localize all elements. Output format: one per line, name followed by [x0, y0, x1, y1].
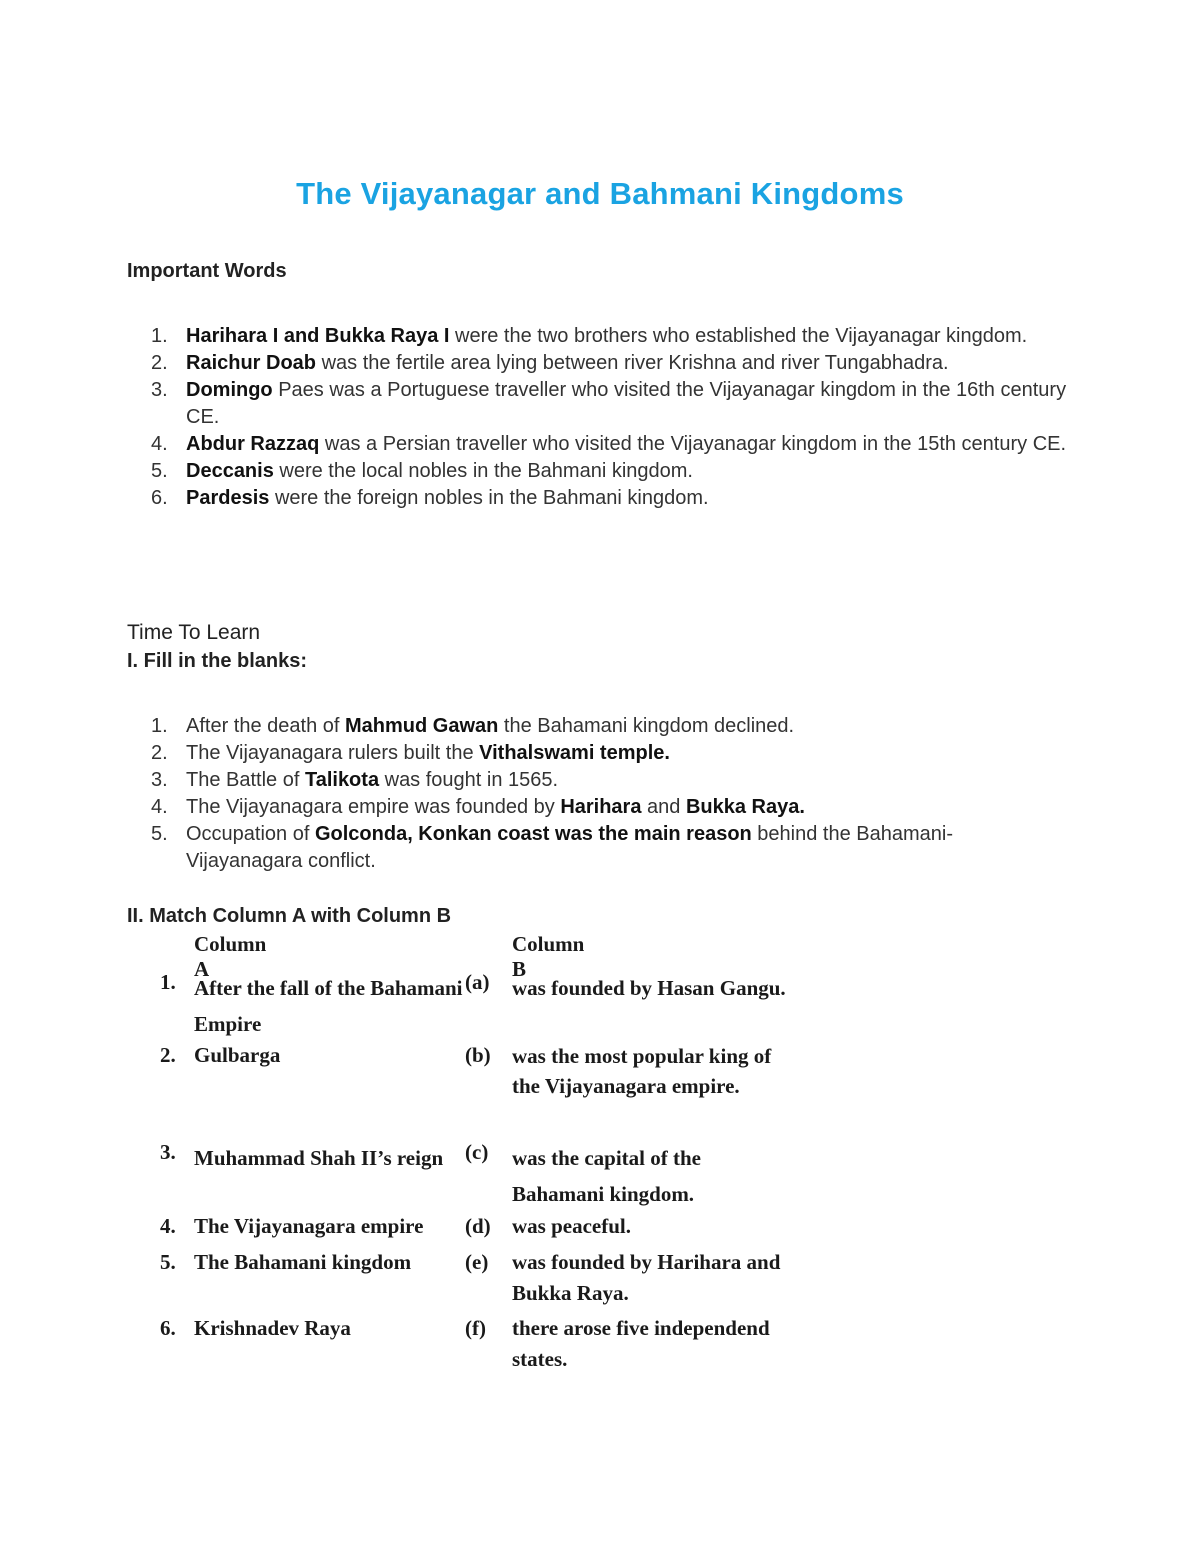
column-b-header: Column B — [512, 932, 585, 981]
item-number: 6. — [151, 487, 168, 509]
item-text: After the death of — [186, 715, 345, 737]
list-item — [127, 740, 1067, 767]
match-heading: II. Match Column A with Column B — [127, 905, 452, 927]
item-number: 1. — [151, 325, 168, 347]
list-item — [127, 377, 1067, 431]
row-letter: (c) — [465, 1140, 489, 1164]
column-a-cell: The Vijayanagara empire — [194, 1214, 424, 1238]
list-item — [127, 767, 1067, 794]
item-term: Domingo — [186, 379, 273, 401]
time-to-learn-heading: Time To Learn — [127, 621, 261, 644]
row-number: 1. — [160, 970, 176, 994]
item-text: was the fertile area lying between river Krishna and river Tungabhadra. — [316, 352, 949, 374]
item-number: 4. — [151, 796, 168, 818]
column-a-cell: The Bahamani kingdom — [194, 1250, 412, 1274]
item-text: were the foreign nobles in the Bahmani kingdom. — [269, 487, 709, 509]
item-number: 5. — [151, 823, 168, 845]
item-number: 3. — [151, 379, 168, 401]
row-number: 4. — [160, 1214, 176, 1238]
item-text: The Battle of — [186, 769, 305, 791]
item-number: 2. — [151, 742, 168, 764]
page-title: The Vijayanagar and Bahmani Kingdoms — [296, 176, 904, 211]
important-words-heading: Important Words — [127, 260, 287, 282]
row-letter: (d) — [465, 1214, 491, 1238]
item-text: were the two brothers who established the Vijayanagar kingdom. — [449, 325, 1028, 347]
item-text: were the local nobles in the Bahmani kingdom. — [273, 460, 693, 482]
item-text: The Vijayanagara empire was founded by — [186, 796, 561, 818]
column-a-cell: Gulbarga — [194, 1043, 281, 1067]
important-words-list — [127, 323, 1067, 512]
item-answer: Golconda, Konkan coast was the main reason — [314, 823, 752, 845]
row-letter: (f) — [465, 1316, 486, 1340]
item-number: 5. — [151, 460, 168, 482]
row-number: 5. — [160, 1250, 176, 1274]
list-item — [127, 713, 1067, 740]
item-term: Abdur Razzaq — [186, 433, 320, 455]
row-letter: (a) — [465, 970, 490, 994]
column-b-cell: was founded by Harihara and Bukka Raya. — [512, 1250, 781, 1305]
row-number: 2. — [160, 1043, 176, 1067]
item-text: Occupation of — [186, 823, 315, 845]
list-item — [127, 485, 1067, 512]
item-number: 2. — [151, 352, 168, 374]
item-answer: Harihara — [560, 796, 642, 818]
row-letter: (b) — [465, 1043, 491, 1067]
column-a-cell: Krishnadev Raya — [194, 1316, 351, 1340]
list-item — [127, 821, 1067, 875]
item-number: 4. — [151, 433, 168, 455]
item-answer: Talikota — [304, 769, 380, 791]
item-term: Harihara I and Bukka Raya I — [186, 325, 450, 347]
list-item — [127, 458, 1067, 485]
item-text: and — [641, 796, 686, 818]
list-item — [127, 431, 1067, 458]
item-answer: Vithalswami temple. — [479, 742, 670, 764]
item-text: the Bahamani kingdom declined. — [498, 715, 795, 737]
row-number: 3. — [160, 1140, 176, 1164]
column-b-cell: was founded by Hasan Gangu. — [512, 976, 786, 1000]
column-a-cell: Muhammad Shah II’s reign — [194, 1146, 444, 1170]
item-answer: Mahmud Gawan — [345, 715, 499, 737]
list-item — [127, 323, 1067, 350]
fill-blanks-heading: I. Fill in the blanks: — [127, 650, 308, 672]
row-number: 6. — [160, 1316, 176, 1340]
fill-blanks-list — [127, 713, 1067, 875]
item-text: Paes was a Portuguese traveller who visited the Vijayanagar kingdom in the 16th century CE. — [186, 379, 1067, 428]
item-text: was a Persian traveller who visited the Vijayanagar kingdom in the 15th century CE. — [319, 433, 1067, 455]
list-item — [127, 794, 1067, 821]
list-item — [127, 350, 1067, 377]
column-b-cell: was the most popular king of the Vijayanagara empire. — [512, 1044, 772, 1098]
item-answer: Bukka Raya. — [685, 796, 805, 818]
column-a-cell: After the fall of the Bahamani Empire — [194, 976, 463, 1036]
item-text: behind the Bahamani-Vijayanagara conflict. — [186, 823, 953, 872]
item-term: Pardesis — [186, 487, 270, 509]
column-b-cell: there arose five independend states. — [512, 1316, 770, 1371]
column-b-cell: was peaceful. — [512, 1214, 631, 1238]
item-text: The Vijayanagara rulers built the — [186, 742, 480, 764]
item-term: Raichur Doab — [186, 352, 317, 374]
column-b-cell: was the capital of the Bahamani kingdom. — [512, 1146, 701, 1206]
item-text: was fought in 1565. — [379, 769, 559, 791]
row-letter: (e) — [465, 1250, 489, 1274]
item-term: Deccanis — [186, 460, 274, 482]
column-a-header: Column A — [194, 932, 267, 981]
item-number: 3. — [151, 769, 168, 791]
item-number: 1. — [151, 715, 168, 737]
